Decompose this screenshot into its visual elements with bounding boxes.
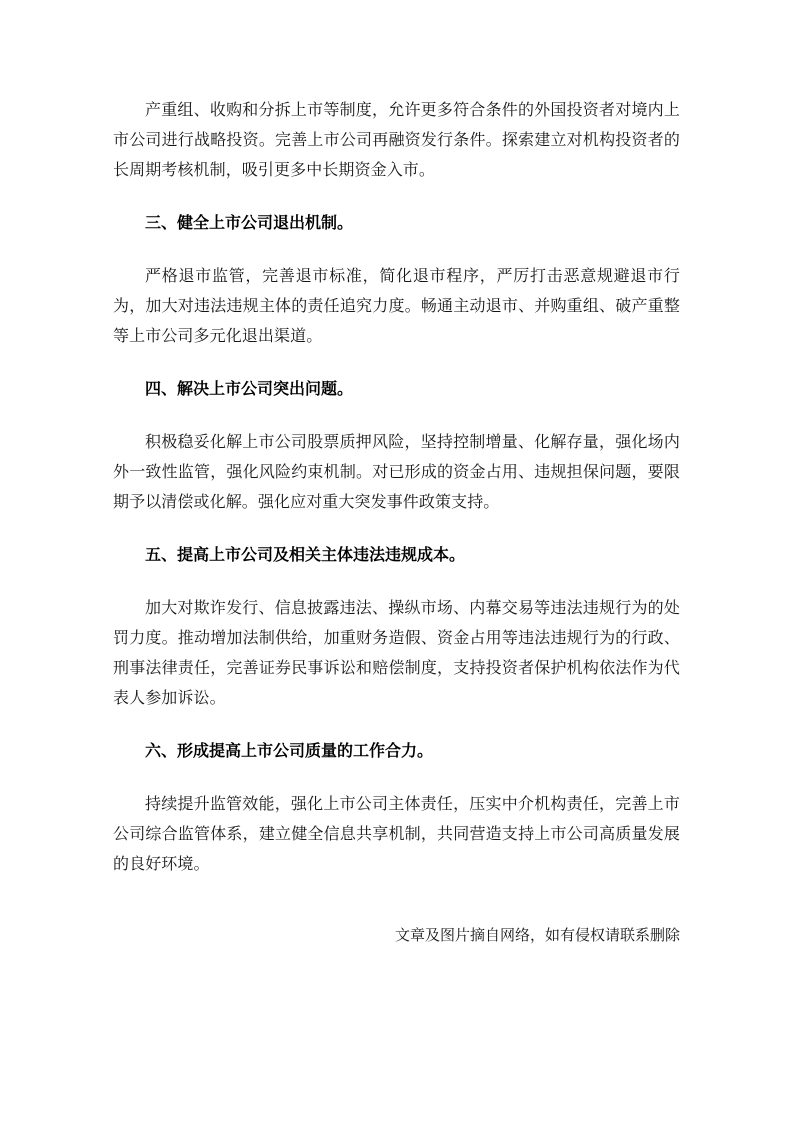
section-paragraph-6: 持续提升监管效能，强化上市公司主体责任，压实中介机构责任，完善上市公司综合监管体系，建立健全信息共享机制，共同营造支持上市公司高质量发展的良好环境。: [113, 796, 680, 873]
section-paragraph-3: 严格退市监管，完善退市标准，简化退市程序，严厉打击恶意规避退市行为，加大对违法违规主体的责任追究力度。畅通主动退市、并购重组、破产重整等上市公司多元化退出渠道。: [113, 268, 680, 345]
section-heading-3: 三、健全上市公司退出机制。: [145, 215, 354, 232]
intro-paragraph: 产重组、收购和分拆上市等制度，允许更多符合条件的外国投资者对境内上市公司进行战略投资。完善上市公司再融资发行条件。探索建立对机构投资者的长周期考核机制，吸引更多中长期资金入市。: [113, 102, 680, 179]
footer-disclaimer: 文章及图片摘自网络，如有侵权请联系删除: [394, 928, 680, 944]
section-heading-5: 五、提高上市公司及相关主体违法违规成本。: [145, 547, 466, 564]
section-heading-4: 四、解决上市公司突出问题。: [145, 381, 354, 398]
section-heading-6: 六、形成提高上市公司质量的工作合力。: [145, 743, 434, 760]
section-paragraph-5: 加大对欺诈发行、信息披露违法、操纵市场、内幕交易等违法违规行为的处罚力度。推动增加法制供给，加重财务造假、资金占用等违法违规行为的行政、刑事法律责任，完善证券民事诉讼和赔偿制度，支持投资者保护机构依法作为代表人参加诉讼。: [113, 600, 680, 707]
section-paragraph-4: 积极稳妥化解上市公司股票质押风险，坚持控制增量、化解存量，强化场内外一致性监管，强化风险约束机制。对已形成的资金占用、违规担保问题，要限期予以清偿或化解。强化应对重大突发事件政策支持。: [113, 434, 680, 511]
